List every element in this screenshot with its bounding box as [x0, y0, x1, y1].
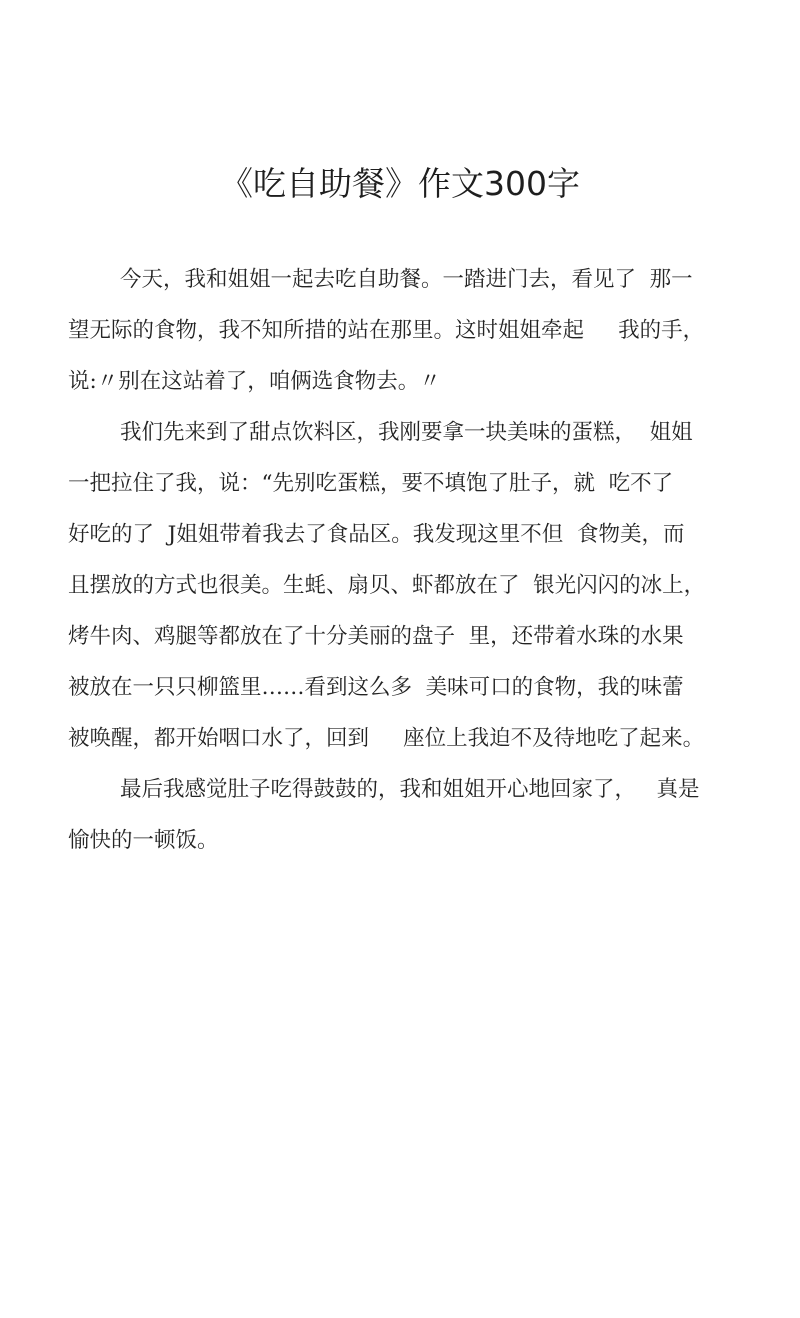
paragraph-2-line-3: 好吃的了 J姐姐带着我去了食品区。我发现这里不但 食物美，而 — [68, 522, 685, 547]
paragraph-1-line-1: 今天，我和姐姐一起去吃自助餐。一踏进门去，看见了 那一 — [120, 267, 693, 292]
paragraph-2-line-4: 且摆放的方式也很美。生蚝、扇贝、虾都放在了 银光闪闪的冰上， — [68, 573, 706, 598]
paragraph-3-line-2: 愉快的一顿饭。 — [68, 828, 219, 853]
paragraph-2-line-1: 我们先来到了甜点饮料区，我刚要拿一块美味的蛋糕， 姐姐 — [120, 420, 693, 445]
paragraph-2-line-5: 烤牛肉、鸡腿等都放在了十分美丽的盘子 里，还带着水珠的水果 — [68, 624, 684, 649]
paragraph-2-line-2: 一把拉住了我，说：“先别吃蛋糕，要不填饱了肚子，就 吃不了 — [68, 471, 674, 496]
paragraph-1-line-2: 望无际的食物，我不知所措的站在那里。这时姐姐牵起 我的手， — [68, 318, 705, 343]
paragraph-1-line-3: 说:〃别在这站着了，咱俩选食物去。〃 — [68, 369, 441, 394]
paragraph-3-line-1: 最后我感觉肚子吃得鼓鼓的，我和姐姐开心地回家了， 真是 — [120, 777, 700, 802]
paragraph-2-line-7: 被唤醒，都开始咽口水了，回到 座位上我迫不及待地吃了起来。 — [68, 726, 705, 751]
document-title: 《吃自助餐》作文300字 — [220, 164, 580, 203]
paragraph-2-line-6: 被放在一只只柳篮里……看到这么多 美味可口的食物，我的味蕾 — [68, 675, 684, 700]
essay-body — [68, 258, 748, 870]
